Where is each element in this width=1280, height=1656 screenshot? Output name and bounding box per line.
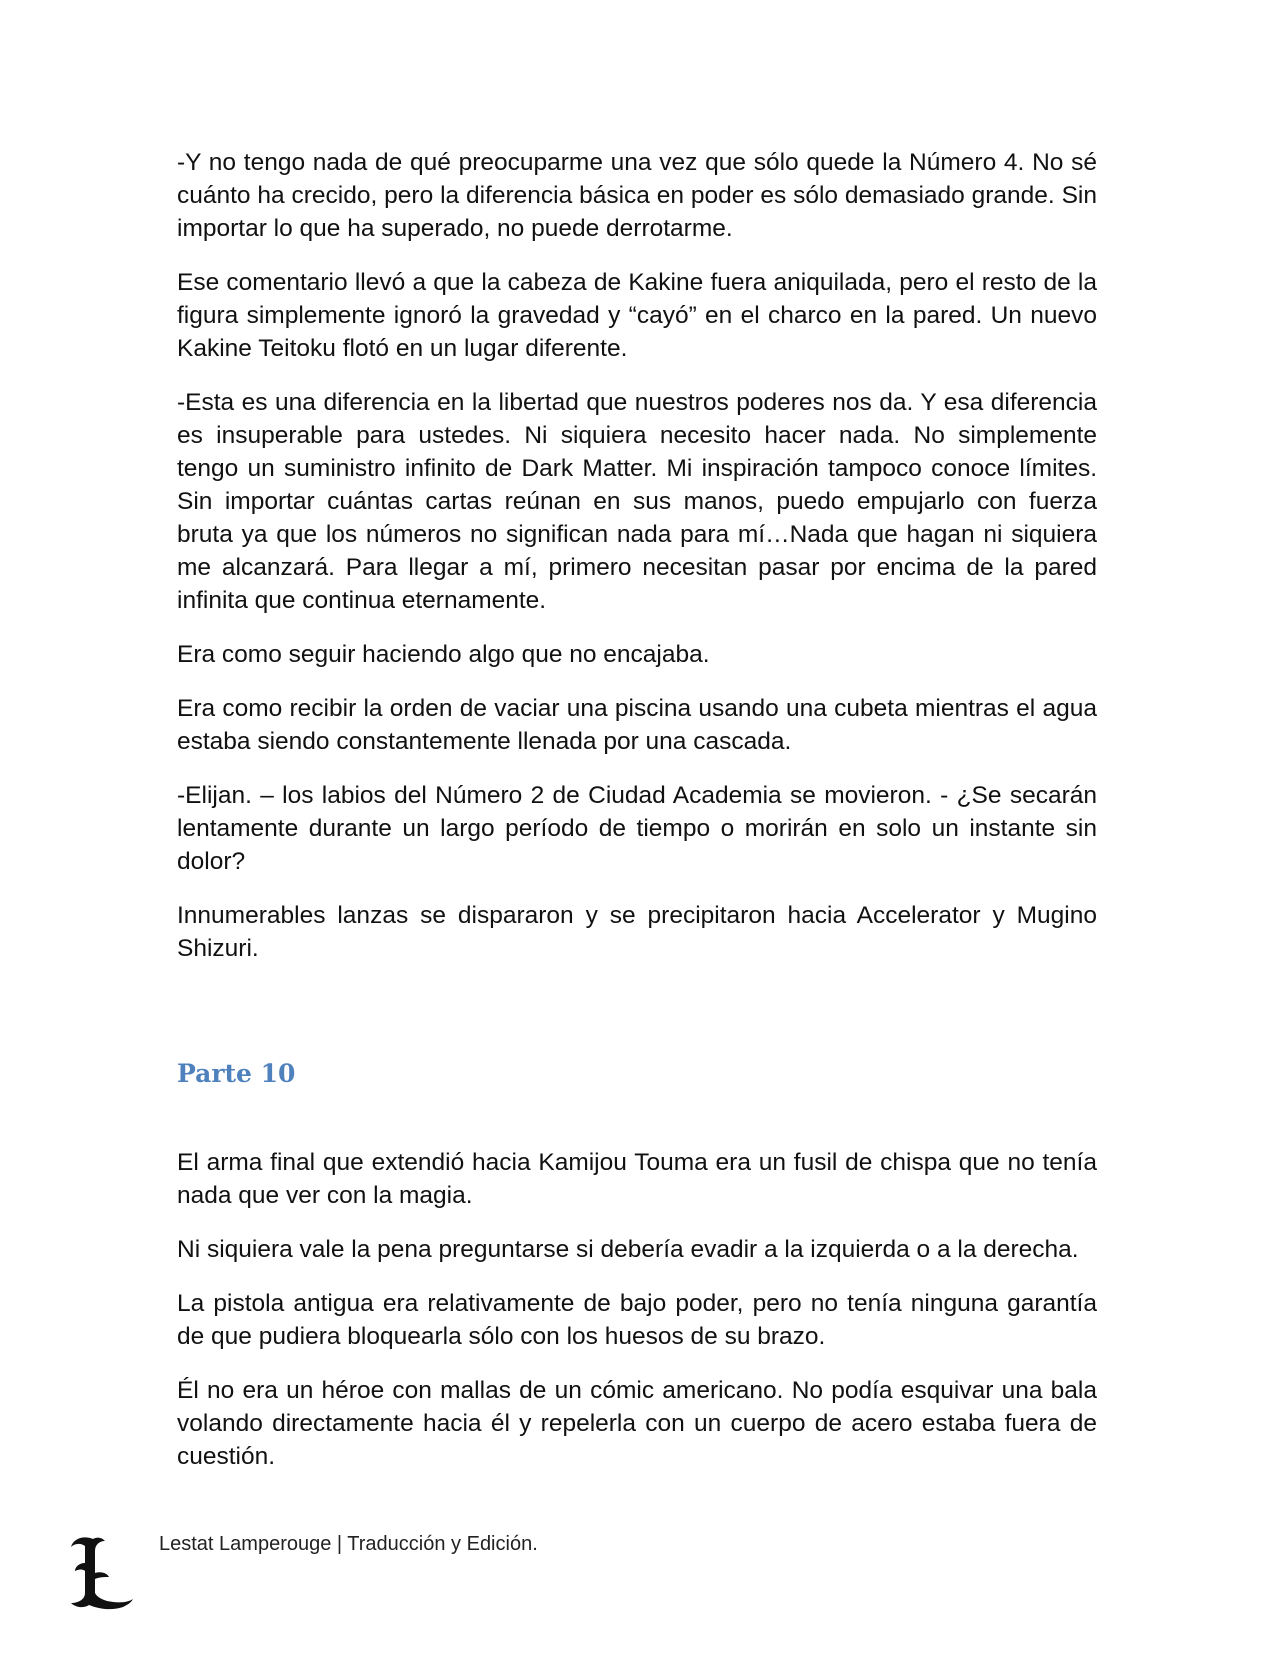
paragraph: El arma final que extendió hacia Kamijou Touma era un fusil de chispa que no tenía nada que ver con la magia. [177,1149,1097,1209]
gothic-letter-l-logo-icon [65,1533,135,1613]
paragraph: Él no era un héroe con mallas de un cómic americano. No podía esquivar una bala volando directamente hacia él y repelerla con un cuerpo de acero estaba fuera de cuestión. [177,1377,1097,1470]
paragraph: -Y no tengo nada de qué preocuparme una vez que sólo quede la Número 4. No sé cuánto ha crecido, pero la diferencia básica en poder es sólo demasiado grande. Sin importar lo que ha superado, no puede derrotarme. [177,149,1097,242]
footer-credit: Lestat Lamperouge | Traducción y Edición. [159,1533,538,1555]
section-heading: Parte 10 [177,1059,296,1088]
page-footer [65,1533,765,1613]
paragraph: Ese comentario llevó a que la cabeza de Kakine fuera aniquilada, pero el resto de la figura simplemente ignoró la gravedad y “cayó” en el charco en la pared. Un nuevo Kakine Teitoku flotó en un lugar diferente. [177,269,1097,362]
paragraph: Era como seguir haciendo algo que no encajaba. [177,641,710,668]
paragraph: -Elijan. – los labios del Número 2 de Ciudad Academia se movieron. - ¿Se secarán lentamente durante un largo período de tiempo o morirán en solo un instante sin dolor? [177,782,1097,875]
paragraph: La pistola antigua era relativamente de bajo poder, pero no tenía ninguna garantía de que pudiera bloquearla sólo con los huesos de su brazo. [177,1290,1097,1350]
paragraph: Era como recibir la orden de vaciar una piscina usando una cubeta mientras el agua estaba siendo constantemente llenada por una cascada. [177,695,1097,755]
paragraph: -Esta es una diferencia en la libertad que nuestros poderes nos da. Y esa diferencia es insuperable para ustedes. Ni siquiera necesito hacer nada. No simplemente tengo un suministro infinito de Dark Matter. Mi inspiración tampoco conoce límites. Sin importar cuántas cartas reúnan en sus manos, puedo empujarlo con fuerza bruta ya que los números no significan nada para mí…Nada que hagan ni siquiera me alcanzará. Para llegar a mí, primero necesitan pasar por encima de la pared infinita que continua eternamente. [177,389,1097,614]
paragraph: Ni siquiera vale la pena preguntarse si debería evadir a la izquierda o a la derecha. [177,1236,1079,1263]
document-body [177,146,1097,1494]
paragraph: Innumerables lanzas se dispararon y se precipitaron hacia Accelerator y Mugino Shizuri. [177,902,1097,962]
